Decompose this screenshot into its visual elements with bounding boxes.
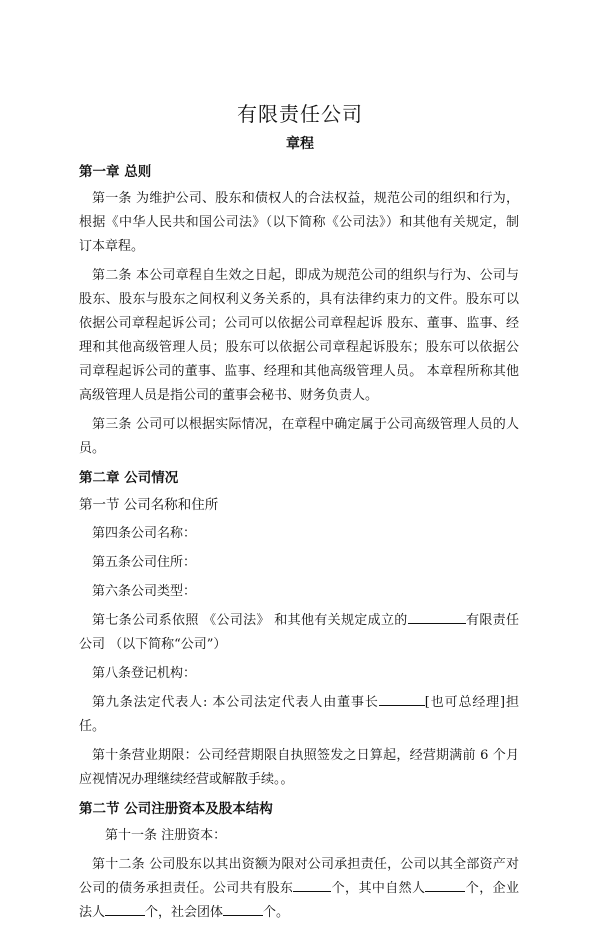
shareholders-count-blank[interactable] <box>293 877 331 892</box>
article-1: 第一条 为维护公司、股东和债权人的合法权益，规范公司的组织和行为，根据《中华人民共和国公司法》（以下简称《公司法》）和其他有关规定，制订本章程。 <box>79 191 519 254</box>
document-title: 有限责任公司 <box>237 102 363 126</box>
article-8: 第八条登记机构： <box>92 666 197 681</box>
document-body <box>79 160 519 930</box>
section-1-heading: 第一节 公司名称和住所 <box>79 497 219 513</box>
article-12 <box>79 853 519 925</box>
corporate-legal-persons-count-blank[interactable] <box>105 901 145 916</box>
article-6: 第六条公司类型： <box>92 584 197 599</box>
chapter-2-heading: 第二章 公司情况 <box>79 470 179 486</box>
article-12-text-e: 个。 <box>263 905 290 920</box>
chairman-blank[interactable] <box>379 691 425 706</box>
social-groups-count-blank[interactable] <box>223 901 263 916</box>
article-7 <box>79 609 519 657</box>
document-subtitle: 章程 <box>286 136 314 152</box>
article-7-text-b: 有限责任公司 （以下简称“公司”） <box>79 613 519 652</box>
section-2-heading: 第二节 公司注册资本及股本结构 <box>79 801 273 817</box>
article-4: 第四条公司名称： <box>92 526 197 541</box>
article-10: 第十条营业期限：公司经营期限自执照签发之日算起，经营期满前 6 个月应视情况办理继续经营或解散手续。。 <box>79 748 519 787</box>
article-12-text-b: 个，其中自然人 <box>331 881 426 896</box>
article-7-text-a: 第七条公司系依照 《公司法》 和其他有关规定成立的 <box>92 613 408 628</box>
company-name-blank[interactable] <box>408 609 466 624</box>
article-12-text-a: 第十二条 公司股东以其出资额为限对公司承担责任，公司以其全部资产对公司的债务承担责任。公司共有股东 <box>79 857 519 896</box>
natural-persons-count-blank[interactable] <box>425 877 465 892</box>
chapter-1-heading: 第一章 总则 <box>79 164 152 180</box>
article-5: 第五条公司住所： <box>92 555 197 570</box>
article-9 <box>79 691 519 739</box>
article-9-text-b: [也可总经理]担任。 <box>79 695 519 734</box>
article-2: 第二条 本公司章程自生效之日起，即成为规范公司的组织与行为、公司与股东、股东与股东之间权利义务关系的，具有法律约束力的文件。股东可以依据公司章程起诉公司；公司可以依据公司章程起诉 股东、董事、监事、经理和其他高级管理人员；股东可以依据公司章程起诉股东；股东可以依据公司章程起诉公司的董事、监事、经理和其他高级管理人员。 本章程所称其他高级管理人员是指公司的董事会秘书、财务负责人。 <box>79 268 519 403</box>
article-11: 第十一条 注册资本： <box>105 828 227 843</box>
article-9-text-a: 第九条法定代表人: 本公司法定代表人由董事长 <box>92 695 379 710</box>
article-12-text-c: 个，企业法人 <box>79 881 519 920</box>
article-12-text-d: 个，社会团体 <box>145 905 224 920</box>
article-3: 第三条 公司可以根据实际情况，在章程中确定属于公司高级管理人员的人员。 <box>79 417 519 456</box>
